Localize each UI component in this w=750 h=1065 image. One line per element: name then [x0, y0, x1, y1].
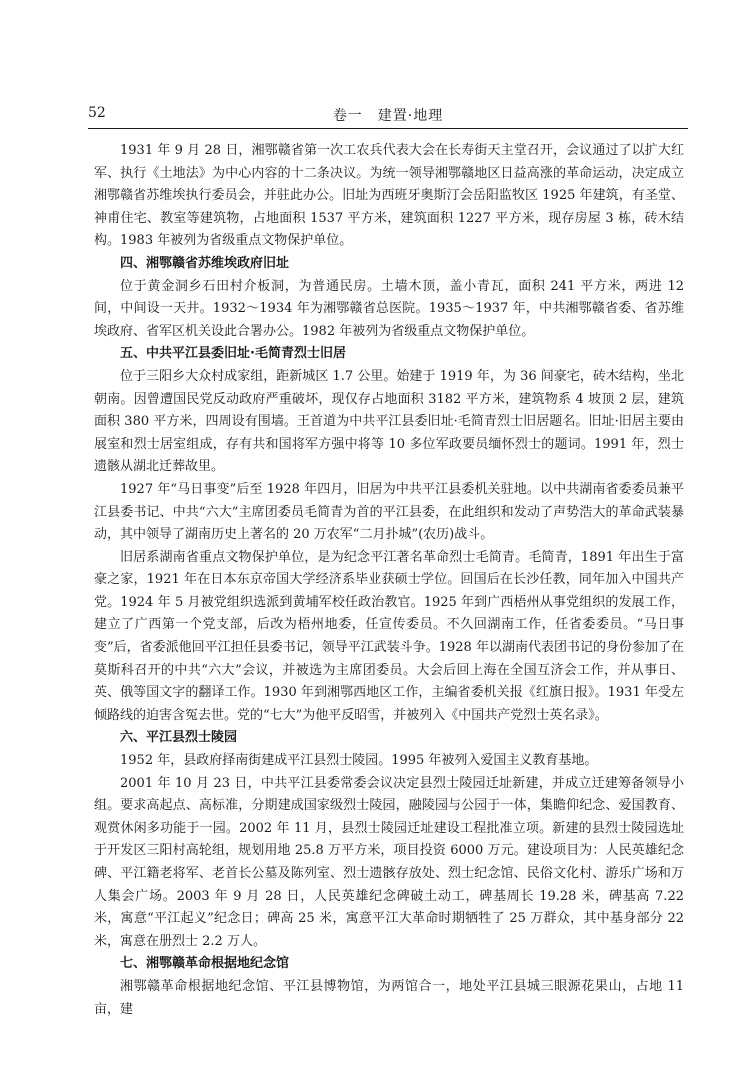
body-text — [94, 140, 684, 1021]
section-heading: 七、湘鄂赣革命根据地纪念馆 — [120, 956, 290, 972]
paragraph: 1927 年“马日事变”后至 1928 年四月，旧居为中共平江县委机关驻地。以中共湖南省委委员兼平江县委书记、中共“六大”主席团委员毛简青为首的平江县委，在此组织和发动了声势浩大的革命武装暴动，其中领导了湖南历史上著名的 20 万农军“二月扑城”(农历)战斗。 — [94, 481, 684, 543]
section-heading: 五、中共平江县委旧址·毛简青烈士旧居 — [120, 346, 346, 362]
paragraph: 1931 年 9 月 28 日，湘鄂赣省第一次工农兵代表大会在长寿街天主堂召开，会议通过了以扩大红军、执行《土地法》为中心内容的十二条决议。为统一领导湘鄂赣地区日益高涨的革命运动，决定成立湘鄂赣省苏维埃执行委员会，并驻此办公。旧址为西班牙奥斯汀会岳阳监牧区 1925 年建筑，有圣堂、神甫住宅、教室等建筑物，占地面积 1537 平方米，建筑面积 1227 平方米，现存房屋 3 栋，砖木结构。1983 年被列为省级重点文物保护单位。 — [94, 143, 684, 249]
paragraph: 1952 年，县政府择南街建成平江县烈士陵园。1995 年被列入爱国主义教育基地。 — [120, 753, 598, 769]
page-header — [88, 105, 688, 127]
paragraph: 2001 年 10 月 23 日，中共平江县委常委会议决定县烈士陵园迁址新建，并成立迁建筹备领导小组。要求高起点、高标准，分期建成国家级烈士陵园，融陵园与公园于一体，集瞻仰纪念、爱国教育、观赏休闲多功能于一园。2002 年 11 月，县烈士陵园迁址建设工程批准立项。新建的县烈士陵园选址于开发区三阳村高轮组，规划用地 25.8 万平方米，项目投资 6000 万元。建设项目为：人民英雄纪念碑、平江籍老将军、老首长公墓及陈列室、烈士遗骸存放处、烈士纪念馆、民俗文化村、游乐广场和万人集会广场。2003 年 9 月 28 日，人民英雄纪念碑破土动工，碑基周长 19.28 米，碑基高 7.22 米，寓意“平江起义”纪念日；碑高 25 米，寓意平江大革命时期牺牲了 25 万群众，其中基身部分 22 米，寓意在册烈士 2.2 万人。 — [94, 775, 684, 949]
section-heading: 六、平江县烈士陵园 — [120, 730, 238, 746]
paragraph: 湘鄂赣革命根据地纪念馆、平江县博物馆，为两馆合一，地处平江县城三眼源花果山，占地 11 亩，建 — [94, 978, 684, 1017]
header-rule — [88, 128, 688, 129]
section-heading: 四、湘鄂赣省苏维埃政府旧址 — [120, 255, 290, 271]
paragraph: 位于三阳乡大众村成家组，距新城区 1.7 公里。始建于 1919 年，为 36 间豪宅，砖木结构，坐北朝南。因曾遭国民党反动政府严重破坏，现仅存占地面积 3182 平方米，建筑物系 4 坡顶 2 层，建筑面积 380 平方米，四周设有围墙。王首道为中共平江县委旧址·毛简青烈士旧居题名。旧址·旧居主要由展室和烈士居室组成，存有共和国将军方强中将等 10 多位军政要员缅怀烈士的题词。1991 年，烈士遗骸从湖北迁葬故里。 — [94, 368, 684, 475]
paragraph: 旧居系湖南省重点文物保护单位，是为纪念平江著名革命烈士毛简青。毛简青，1891 年出生于富豪之家，1921 年在日本东京帝国大学经济系毕业获硕士学位。回国后在长沙任教，同年加入中国共产党。1924 年 5 月被党组织选派到黄埔军校任政治教官。1925 年到广西梧州从事党组织的发展工作，建立了广西第一个党支部，后改为梧州地委，任宣传委员。不久回湖南工作，任省委委员。“马日事变”后，省委派他回平江担任县委书记，领导平江武装斗争。1928 年以湖南代表团书记的身份参加了在莫斯科召开的中共“六大”会议，并被选为主席团委员。大会后回上海在全国互济会工作，并从事日、英、俄等国文字的翻译工作。1930 年到湘鄂西地区工作，主编省委机关报《红旗日报》。1931 年受左倾路线的迫害含冤去世。党的“七大”为他平反昭雪，并被列入《中国共产党烈士英名录》。 — [94, 549, 684, 723]
page-number: 52 — [88, 105, 106, 121]
running-title: 卷一 建置·地理 — [332, 108, 444, 124]
paragraph: 位于黄金洞乡石田村介板洞，为普通民房。土墙木顶，盖小青瓦，面积 241 平方米，两进 12 间，中间设一天井。1932～1934 年为湘鄂赣省总医院。1935～1937 年，中共湘鄂赣省委、省苏维埃政府、省军区机关设此合署办公。1982 年被列为省级重点文物保护单位。 — [94, 278, 684, 339]
